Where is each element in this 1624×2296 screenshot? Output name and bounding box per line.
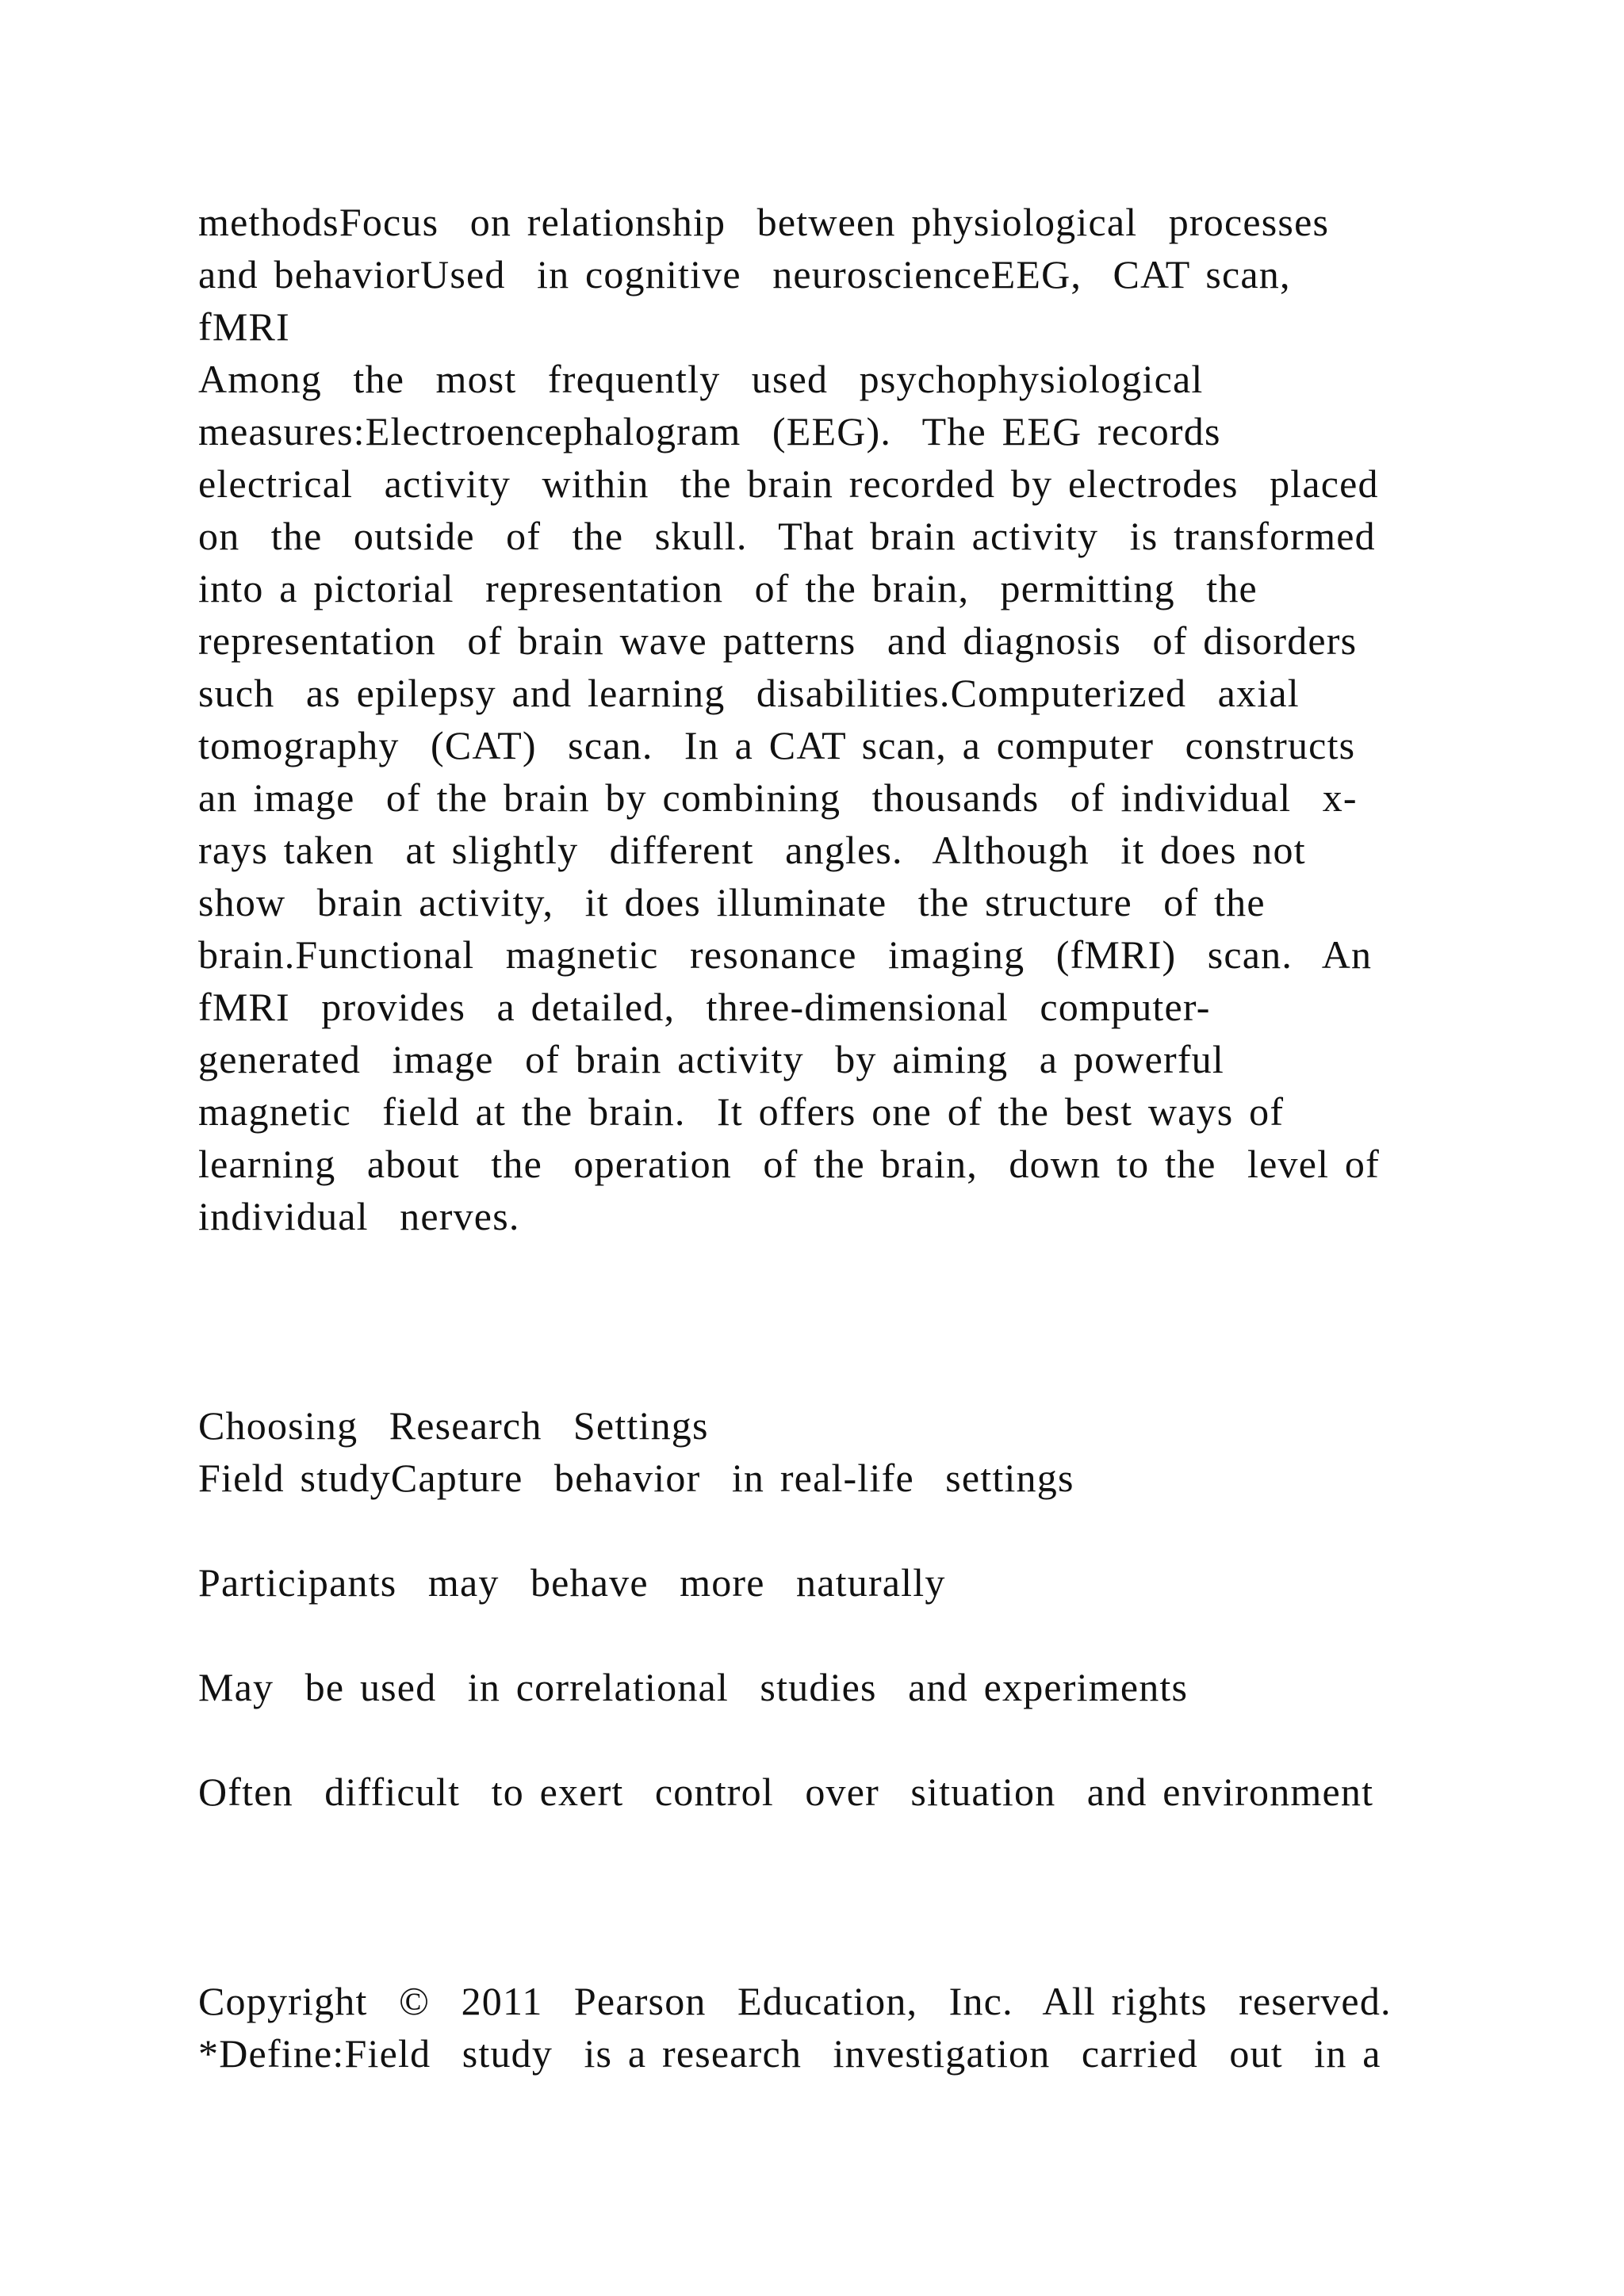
- text-line: learning about the operation of the brain, down to the level of: [198, 1142, 1380, 1186]
- text-line: and behaviorUsed in cognitive neuroscienceEEG, CAT scan,: [198, 252, 1291, 297]
- list-item: May be used in correlational studies and experiments: [198, 1665, 1189, 1709]
- text-line: Among the most frequently used psychophysiological: [198, 357, 1204, 401]
- text-line: generated image of brain activity by aiming a powerful: [198, 1037, 1224, 1081]
- text-line: Field studyCapture behavior in real-life settings: [198, 1456, 1074, 1500]
- text-line: tomography (CAT) scan. In a CAT scan, a computer constructs: [198, 723, 1356, 767]
- text-line: fMRI provides a detailed, three-dimensional computer-: [198, 985, 1211, 1029]
- text-line: electrical activity within the brain recorded by electrodes placed: [198, 461, 1379, 506]
- text-line: *Define:Field study is a research investigation carried out in a: [198, 2031, 1381, 2076]
- text-line: representation of brain wave patterns and diagnosis of disorders: [198, 618, 1358, 663]
- copyright-notice: Copyright © 2011 Pearson Education, Inc. All rights reserved.: [198, 1979, 1392, 2023]
- text-line: magnetic field at the brain. It offers one of the best ways of: [198, 1089, 1285, 1134]
- text-line: individual nerves.: [198, 1194, 520, 1238]
- text-line: an image of the brain by combining thousands of individual x-: [198, 775, 1358, 820]
- section-title: Choosing Research Settings: [198, 1403, 709, 1448]
- text-line: brain.Functional magnetic resonance imaging (fMRI) scan. An: [198, 932, 1373, 977]
- text-line: methodsFocus on relationship between physiological processes: [198, 200, 1330, 244]
- list-item: Participants may behave more naturally: [198, 1560, 946, 1605]
- text-line: fMRI: [198, 304, 290, 349]
- text-line: such as epilepsy and learning disabilities.Computerized axial: [198, 671, 1300, 715]
- text-line: measures:Electroencephalogram (EEG). The EEG records: [198, 409, 1221, 453]
- text-line: into a pictorial representation of the brain, permitting the: [198, 566, 1258, 610]
- text-line: on the outside of the skull. That brain activity is transformed: [198, 514, 1376, 558]
- text-line: show brain activity, it does illuminate the structure of the: [198, 880, 1266, 924]
- list-item: Often difficult to exert control over situation and environment: [198, 1770, 1374, 1814]
- text-line: rays taken at slightly different angles. Although it does not: [198, 828, 1306, 872]
